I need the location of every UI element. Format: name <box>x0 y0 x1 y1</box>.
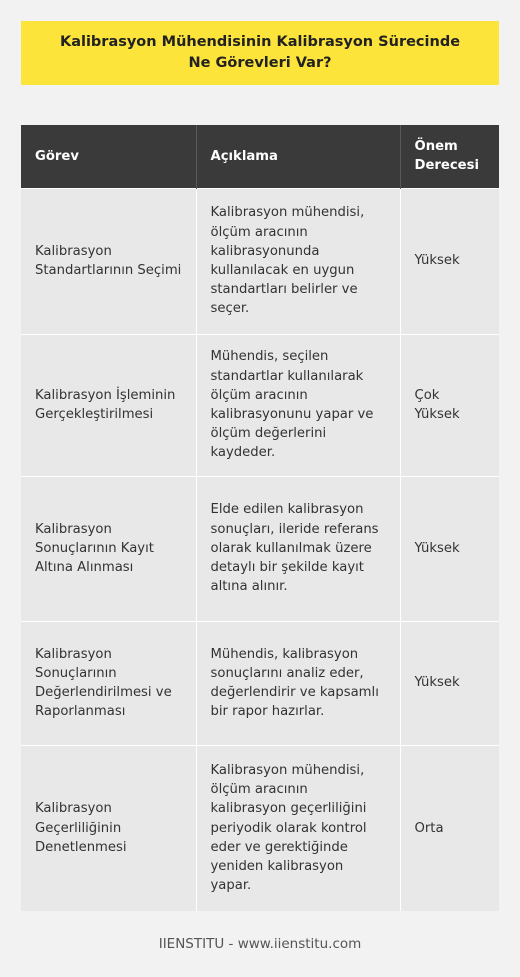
importance-cell: Yüksek <box>400 621 499 745</box>
page-title: Kalibrasyon Mühendisinin Kalibrasyon Sürecinde Ne Görevleri Var? <box>59 34 461 71</box>
importance-cell: Çok Yüksek <box>400 334 499 476</box>
title-banner <box>21 21 499 85</box>
description-cell: Kalibrasyon mühendisi, ölçüm aracının kalibrasyonunda kullanılacak en uygun standartları belirler ve seçer. <box>196 188 400 334</box>
tasks-table <box>21 125 499 911</box>
table-row <box>21 745 499 911</box>
description-cell: Kalibrasyon mühendisi, ölçüm aracının kalibrasyon geçerliliğini periyodik olarak kontrol eder ve gerektiğinde yeniden kalibrasyon yapar. <box>196 745 400 911</box>
task-cell: Kalibrasyon Sonuçlarının Kayıt Altına Alınması <box>21 476 196 621</box>
importance-cell: Yüksek <box>400 476 499 621</box>
table-row <box>21 188 499 334</box>
task-cell: Kalibrasyon Sonuçlarının Değerlendirilmesi ve Raporlanması <box>21 621 196 745</box>
task-cell: Kalibrasyon Geçerliliğinin Denetlenmesi <box>21 745 196 911</box>
importance-cell: Orta <box>400 745 499 911</box>
table-row <box>21 621 499 745</box>
description-cell: Mühendis, seçilen standartlar kullanılarak ölçüm aracının kalibrasyonunu yapar ve ölçüm değerlerini kaydeder. <box>196 334 400 476</box>
header-task: Görev <box>21 125 196 188</box>
table-header-row <box>21 125 499 188</box>
header-description: Açıklama <box>196 125 400 188</box>
table-row <box>21 334 499 476</box>
importance-cell: Yüksek <box>400 188 499 334</box>
task-cell: Kalibrasyon İşleminin Gerçekleştirilmesi <box>21 334 196 476</box>
table-row <box>21 476 499 621</box>
footer-credit: IIENSTITU - www.iienstitu.com <box>158 936 362 952</box>
header-importance: Önem Derecesi <box>400 125 499 188</box>
description-cell: Elde edilen kalibrasyon sonuçları, ileride referans olarak kullanılmak üzere detaylı bir şekilde kayıt altına alınır. <box>196 476 400 621</box>
description-cell: Mühendis, kalibrasyon sonuçlarını analiz eder, değerlendirir ve kapsamlı bir rapor hazırlar. <box>196 621 400 745</box>
task-cell: Kalibrasyon Standartlarının Seçimi <box>21 188 196 334</box>
